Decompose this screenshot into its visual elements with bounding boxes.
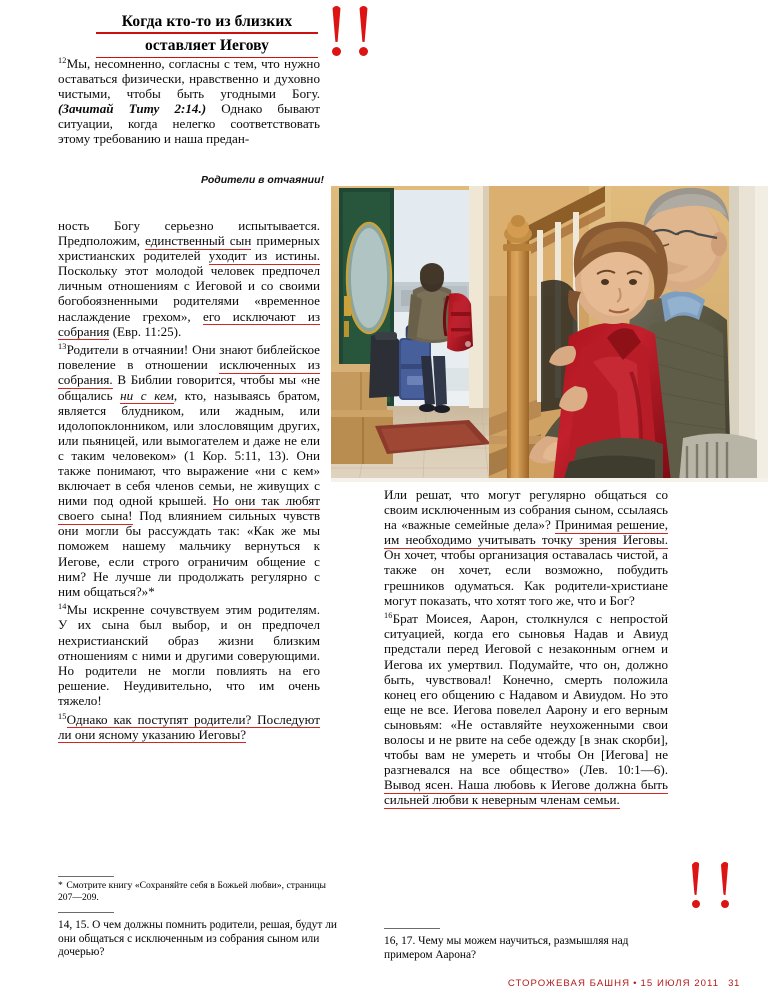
paragraph-16 bbox=[384, 608, 668, 807]
page-number: 31 bbox=[728, 978, 740, 989]
exclamation-marks-bottom bbox=[690, 862, 730, 910]
paragraph-12-text-a: Мы, несомненно, согласны с тем, что нужно оставаться физически, нравственно и духовно чистыми, чтобы быть угодными Богу. bbox=[58, 56, 320, 102]
p13-text-a: Родители в отчаянии! Они знают библейское повеление в отношении bbox=[58, 342, 320, 373]
paragraph-15 bbox=[58, 709, 320, 742]
paragraph-12-text-c: Однако бывают ситуации, когда нелегко соответствовать этому требованию и наша предан- bbox=[58, 101, 320, 147]
footnote-text: Смотрите книгу «Сохраняйте себя в Божьей любви», страницы 207—209. bbox=[58, 880, 326, 904]
exclamation-icon bbox=[357, 6, 370, 58]
page-footer bbox=[0, 978, 740, 989]
paragraph-number: 13 bbox=[58, 342, 67, 352]
intro-paragraph bbox=[58, 53, 320, 147]
p13-text-c: , кто, называясь братом, является блудником, или жадным, или идолопоклонником, или злословящим других, или пьяницей, или вымогателем и даже не ели с таким человеком» (1 Кор. 5:11, 13). Они также понимают, что выражение «ни с кем» включает в себя членов семьи, не живущих с ними под одной крышей. bbox=[58, 387, 320, 509]
publication-name: СТОРОЖЕВАЯ БАШНЯ bbox=[507, 978, 631, 989]
article-title-line-2: оставляет Иегову bbox=[145, 36, 269, 54]
p14-text: Мы искренне сочувствуем этим родителям. У их сына был выбор, и он предпочел нехристианский образ жизни близким отношениям с ними и другими соверующими. Но родители не могли повлиять на его решение. Неудивительно, что им очень тяжело! bbox=[58, 602, 320, 708]
p16-text-a: Брат Моисея, Аарон, столкнулся с непростой ситуацией, когда его сыновья Надав и Авиуд предстали перед Иеговой с незаконным огнем и Иегова их умертвил. Подумайте, что он, должно быть, чувствовал! Конечно, смерть положила конец его общению с Надавом и Авиудом. Но это еще не все. Иегова повелел Аарону и его верным сыновьям: «Не оставляйте неухоженными свои волосы и не рвите на себе одежду [в знак скорби], чтобы вам не умереть и чтобы Он [Иегова] не разгневался на все общество» (Лев. 10:1—6). bbox=[384, 611, 668, 778]
highlight-underline: Однако как поступят родители? Последуют ли они ясному указанию Иеговы? bbox=[58, 711, 320, 742]
footer-separator: • bbox=[633, 978, 638, 989]
paragraph-12 bbox=[58, 53, 320, 147]
paragraph-number: 12 bbox=[58, 56, 67, 65]
exclamation-icon bbox=[690, 862, 701, 910]
question-divider-right bbox=[384, 928, 440, 929]
paragraph-number: 15 bbox=[58, 711, 67, 721]
paragraph-14 bbox=[58, 599, 320, 708]
right-column bbox=[384, 487, 668, 807]
left-column bbox=[58, 218, 320, 742]
highlight-underline: его исключают из собрания bbox=[58, 308, 320, 339]
scripture-reference: (Зачитай Титу 2:14.) bbox=[58, 101, 207, 117]
question-divider-left bbox=[58, 912, 114, 913]
exclamation-marks-top bbox=[330, 6, 370, 58]
p12-text-b: примерных христианских родителей bbox=[58, 233, 320, 264]
p12-text-d: (Евр. 11:25). bbox=[109, 323, 182, 339]
highlight-underline: исключенных из собрания. bbox=[58, 357, 320, 388]
highlight-underline: Но они так любят своего сына! bbox=[58, 493, 321, 524]
p15-cont-text-b: Он хочет, чтобы организация оставалась чистой, а также он хочет, если возможно, побудить грешников одуматься. Как родители-христиане могут показать, что хотят того же, что и Бог? bbox=[384, 547, 668, 608]
highlight-underline: Вывод ясен. Наша любовь к Иегове должна быть сильней любви к неверным членам семьи. bbox=[384, 777, 668, 808]
p15-cont-text-a: Или решат, что могут регулярно общаться со своим исключенным из собрания сыном, ссылаясь на «важные семейные дела»? bbox=[384, 487, 668, 533]
paragraph-13 bbox=[58, 339, 320, 599]
exclamation-icon bbox=[719, 862, 730, 910]
study-question-right: 16, 17. Чему мы можем научиться, размышляя над примером Аарона? bbox=[384, 935, 629, 961]
p12-text-a: ность Богу серьезно испытывается. Предположим, bbox=[58, 218, 320, 249]
footnote-marker: * bbox=[58, 880, 63, 891]
paragraph-12-continued bbox=[58, 218, 320, 339]
highlight-underline: ни с кем bbox=[120, 387, 174, 403]
footnote bbox=[58, 880, 326, 904]
article-title-line-1: Когда кто-то из близких bbox=[121, 13, 293, 30]
paragraph-15-continued bbox=[384, 487, 668, 608]
footnote-divider bbox=[58, 876, 114, 877]
highlight-underline: Принимая решение, им необходимо учитывать точку зрения Иеговы. bbox=[384, 517, 668, 548]
p12-text-c: Поскольку этот молодой человек предпочел личным отношениям с Иеговой и со своими богобоязненными родителями «временное наслаждение грехом», bbox=[58, 263, 320, 324]
p13-text-b: В Библии говорится, чтобы мы «не общались bbox=[58, 372, 320, 403]
title-underline-1 bbox=[96, 32, 318, 34]
exclamation-icon bbox=[330, 6, 343, 58]
p13-text-d: Под влиянием сильных чувств они могли бы рассуждать так: «Как же мы поможем нашему мальчику вернуться к Иегове, если строго ограничим общение с ним? Не лучше ли продолжать регулярно с ним общаться?»* bbox=[58, 508, 321, 599]
photo-family-leaving-home bbox=[331, 186, 768, 482]
paragraph-number: 14 bbox=[58, 602, 67, 612]
issue-date: 15 ИЮЛЯ 2011 bbox=[640, 978, 720, 989]
highlight-underline: единственный сын bbox=[145, 233, 252, 249]
highlight-underline: уходит из истины. bbox=[208, 248, 320, 264]
study-question-left: 14, 15. О чем должны помнить родители, решая, будут ли они общаться с исключенным из собрания сыном или дочерью? bbox=[58, 919, 337, 959]
photo-caption: Родители в отчаянии! bbox=[200, 174, 324, 186]
paragraph-number: 16 bbox=[384, 611, 393, 621]
